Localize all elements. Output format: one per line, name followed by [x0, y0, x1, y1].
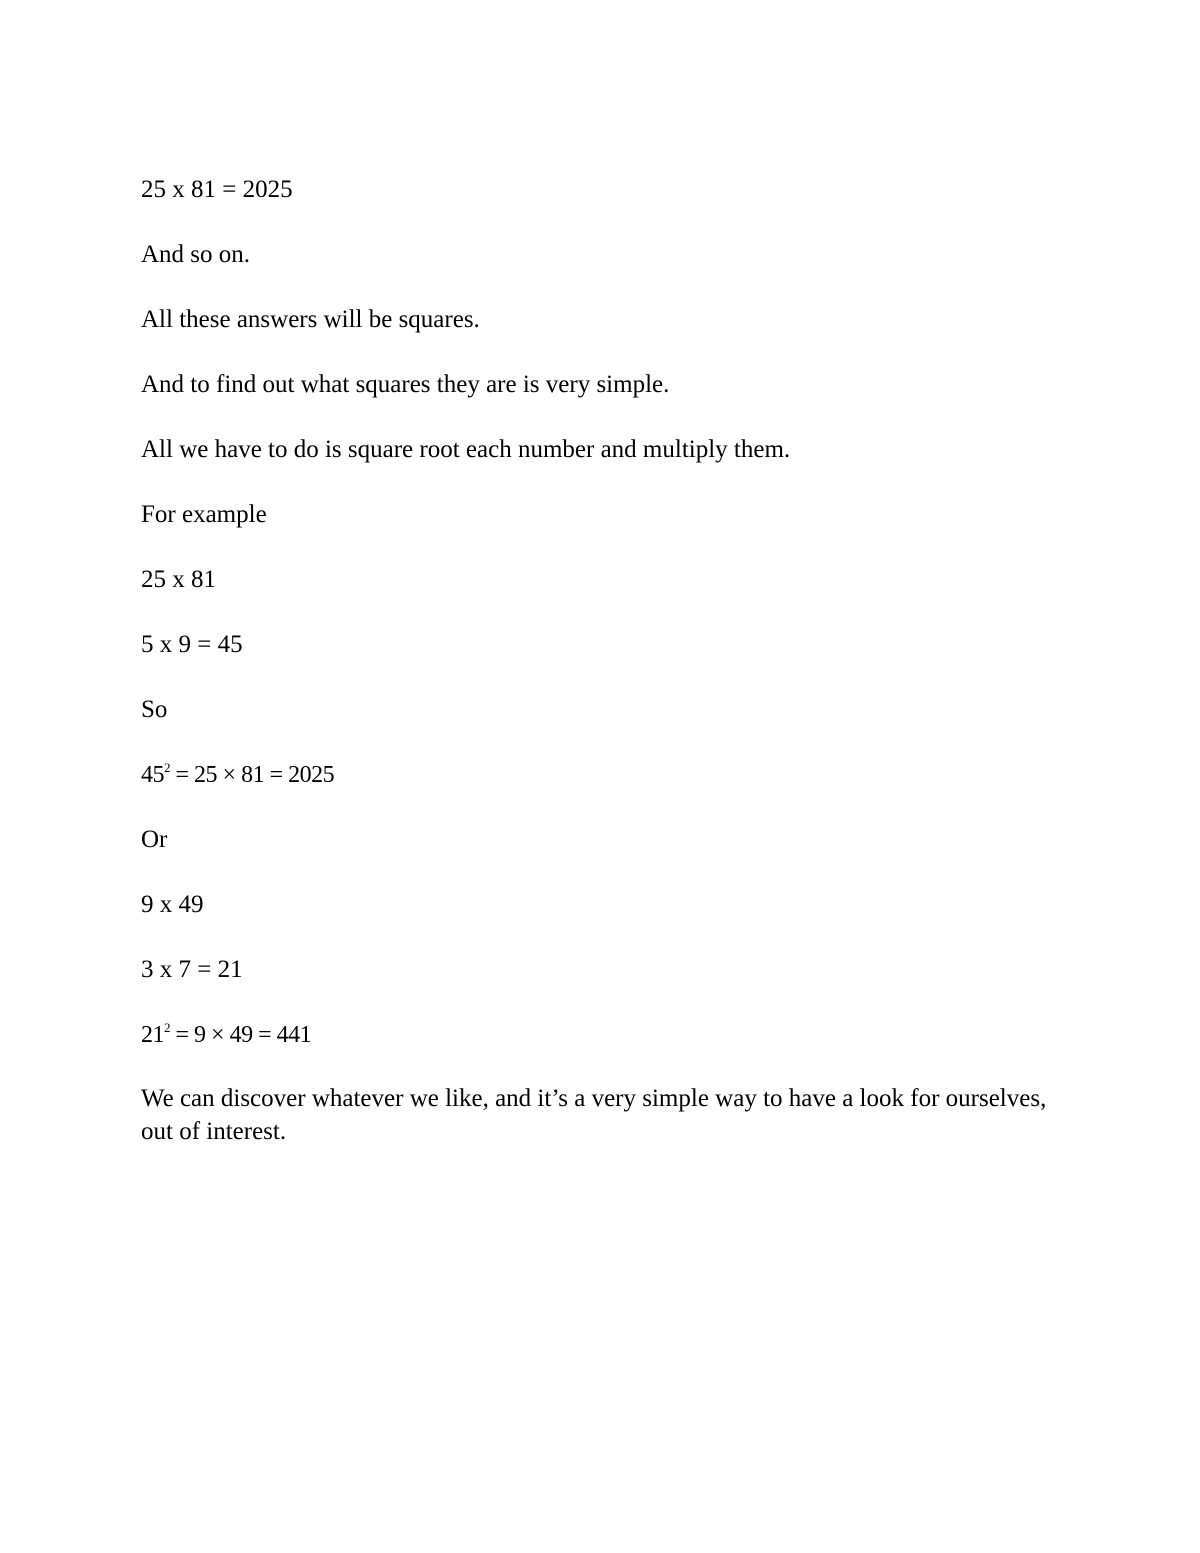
text-line: And so on. — [141, 241, 251, 268]
equation-rest: = 25 × 81 = 2025 — [170, 762, 335, 788]
text-line: 3 x 7 = 21 — [141, 956, 243, 983]
text-line: Or — [141, 826, 168, 853]
equation-21-squared — [141, 1017, 1061, 1082]
text-line: 5 x 9 = 45 — [141, 631, 243, 658]
text-line: And to find out what squares they are is very simple. — [141, 371, 670, 398]
text-line: All these answers will be squares. — [141, 306, 480, 333]
document-body — [141, 172, 1061, 1148]
text-line: 9 x 49 — [141, 891, 204, 918]
equation-exponent: 2 — [164, 760, 170, 775]
equation-rest: = 9 × 49 = 441 — [170, 1022, 312, 1048]
text-line: For example — [141, 501, 267, 528]
text-line: All we have to do is square root each number and multiply them. — [141, 436, 791, 463]
equation-45-squared — [141, 757, 1061, 822]
text-line: So — [141, 696, 168, 723]
closing-paragraph: We can discover whatever we like, and it’s a very simple way to have a look for ourselves, out of interest. — [141, 1085, 1047, 1145]
text-line: 25 x 81 — [141, 566, 216, 593]
text-line: 25 x 81 = 2025 — [141, 176, 293, 203]
equation-exponent: 2 — [164, 1020, 170, 1035]
equation-base: 21 — [141, 1022, 164, 1048]
equation-base: 45 — [141, 762, 164, 788]
